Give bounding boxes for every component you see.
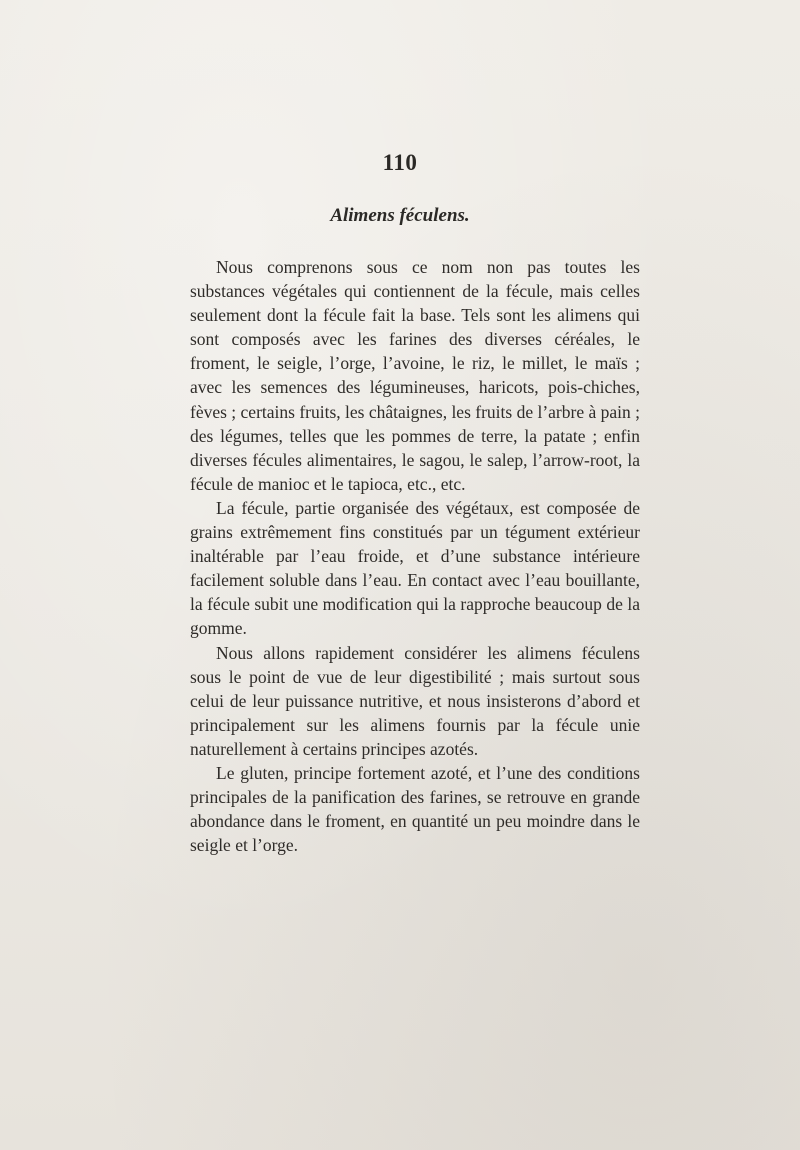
paragraph: Nous comprenons sous ce nom non pas toutes les substances végétales qui contiennent de la fécule, mais celles seulement dont la fécule fait la base. Tels sont les alimens qui sont composés avec les farines des diverses céréales, le froment, le seigle, l’orge, l’avoine, le riz, le millet, le maïs ; avec les semences des légumineuses, haricots, pois-chiches, fèves ; certains fruits, les châtaignes, les fruits de l’arbre à pain ; des légumes, telles que les pommes de terre, la patate ; enfin diverses fécules alimentaires, le sagou, le salep, l’arrow-root, la fécule de manioc et le tapioca, etc., etc.: [190, 257, 640, 494]
section-title: Alimens féculens.: [330, 205, 470, 226]
page-number: 110: [382, 150, 418, 175]
body-text: [190, 255, 640, 857]
paragraph: Nous allons rapidement considérer les alimens féculens sous le point de vue de leur digestibilité ; mais surtout sous celui de leur puissance nutritive, et nous insisterons d’abord et principalement sur les alimens fournis par la fécule unie naturellement à certains principes azotés.: [190, 642, 640, 759]
paragraph: Le gluten, principe fortement azoté, et l’une des conditions principales de la panification des farines, se retrouve en grande abondance dans le froment, en quantité un peu moindre dans le seigle et l’orge.: [190, 762, 640, 856]
paragraph: La fécule, partie organisée des végétaux, est composée de grains extrêmement fins constitués par un tégument extérieur inaltérable par l’eau froide, et d’une substance intérieure facilement soluble dans l’eau. En contact avec l’eau bouillante, la fécule subit une modification qui la rapproche beaucoup de la gomme.: [190, 497, 640, 639]
